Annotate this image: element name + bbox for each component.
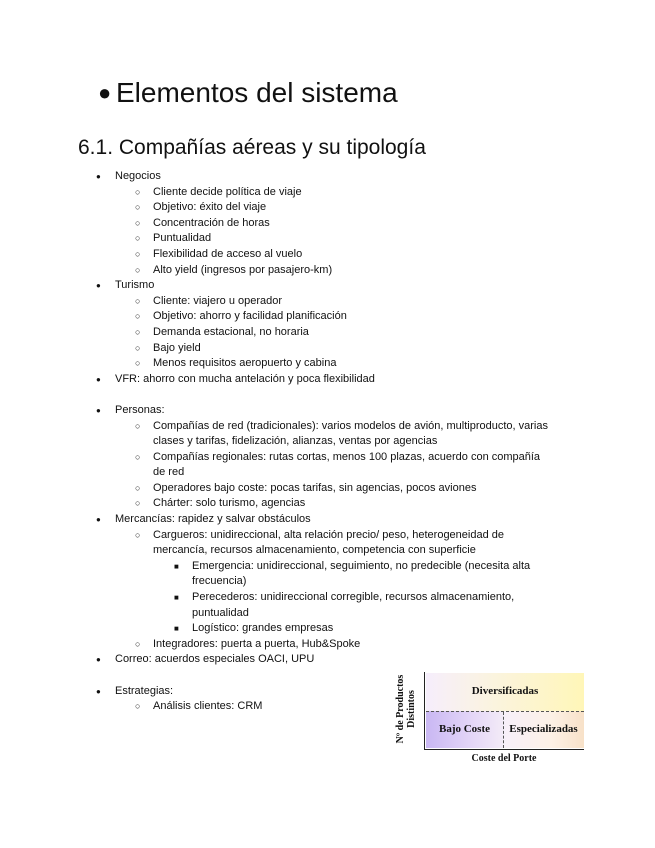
list-item-text: VFR: ahorro con mucha antelación y poca flexibilidad	[115, 372, 375, 385]
bullet-icon: ○	[135, 264, 141, 275]
bullet-icon: ○	[135, 326, 141, 337]
list-item-text: Perecederos: unidireccional corregible, recursos almacenamiento,	[192, 591, 515, 604]
list-item-text: Compañías regionales: rutas cortas, menos 100 plazas, acuerdo con compañía	[153, 450, 541, 463]
list-item-text: Integradores: puerta a puerta, Hub&Spoke	[153, 637, 361, 650]
list-item-text: Logístico: grandes empresas	[192, 622, 334, 635]
list-item-text: Mercancías: rapidez y salvar obstáculos	[115, 513, 311, 526]
bullet-icon: ○	[135, 233, 141, 244]
bullet-icon: ○	[135, 311, 141, 322]
label-bajo-coste: Bajo Coste	[438, 723, 491, 735]
list-item-text: Estrategias:	[115, 684, 174, 697]
bullet-icon: ○	[135, 482, 141, 493]
bullet-icon: ○	[135, 295, 141, 306]
list-item-level-2	[0, 325, 655, 341]
strategy-diagram	[380, 667, 590, 772]
bullet-icon: ○	[135, 529, 141, 540]
list-item-text: Operadores bajo coste: pocas tarifas, sin agencias, pocos aviones	[153, 481, 477, 494]
list-item-text: Objetivo: ahorro y facilidad planificación	[153, 310, 347, 323]
list-item-continuation	[0, 574, 655, 590]
list-item-text: de red	[153, 466, 185, 479]
list-item-level-2	[0, 496, 655, 512]
list-item-level-2	[0, 450, 655, 466]
list-item-text: Chárter: solo turismo, agencias	[153, 497, 306, 510]
list-item-continuation	[0, 543, 655, 559]
section-title: 6.1. Compañías aéreas y su tipología	[78, 136, 426, 159]
list-item-continuation	[0, 465, 655, 481]
list-item-level-2	[0, 247, 655, 263]
list-item-text: Menos requisitos aeropuerto y cabina	[153, 357, 337, 370]
main-heading	[98, 76, 398, 110]
bullet-icon: ●	[96, 281, 101, 291]
list-item-text: Correo: acuerdos especiales OACI, UPU	[115, 653, 315, 666]
list-item-text: puntualidad	[192, 606, 249, 619]
heading-bullet: ●	[98, 80, 112, 105]
label-diversificadas: Diversificadas	[471, 685, 539, 697]
bullet-icon: ■	[174, 561, 179, 571]
list-item-text: Flexibilidad de acceso al vuelo	[153, 247, 303, 260]
list-item-text: Cliente: viajero u operador	[153, 294, 283, 307]
list-item-text: Personas:	[115, 403, 165, 416]
list-item-text: Cliente decide política de viaje	[153, 185, 302, 198]
list-item-text: mercancía, recursos almacenamiento, competencia con superficie	[153, 544, 476, 557]
bullet-icon: ○	[135, 358, 141, 369]
list-item-text: clases y tarifas, fidelización, alianzas, ventas por agencias	[153, 435, 438, 448]
bullet-icon: ■	[174, 624, 179, 634]
list-item-level-2	[0, 309, 655, 325]
list-item-level-2	[0, 263, 655, 279]
list-item-level-1	[0, 278, 655, 294]
list-item-level-2	[0, 528, 655, 544]
bullet-icon: ○	[135, 248, 141, 259]
list-item-text: Demanda estacional, no horaria	[153, 325, 309, 338]
bullet-icon: ●	[96, 686, 101, 696]
list-item-level-2	[0, 419, 655, 435]
bullet-icon: ○	[135, 202, 141, 213]
blank-line	[0, 387, 655, 403]
list-item-level-3	[0, 621, 655, 637]
bullet-icon: ○	[135, 701, 141, 712]
bullet-icon: ●	[96, 172, 101, 181]
horizontal-divider	[426, 711, 584, 712]
list-item-level-2	[0, 481, 655, 497]
heading-text: Elementos del sistema	[116, 77, 398, 108]
bullet-icon: ○	[135, 217, 141, 228]
list-item-text: Turismo	[115, 279, 155, 292]
x-axis-line	[424, 749, 584, 750]
label-especializadas: Especializadas	[509, 723, 578, 735]
bullet-icon: ●	[96, 515, 101, 525]
list-item-level-1	[0, 652, 655, 668]
bullet-icon: ○	[135, 451, 141, 462]
list-item-text: Emergencia: unidireccional, seguimiento, no predecible (necesita alta	[192, 559, 531, 572]
list-item-level-3	[0, 559, 655, 575]
outline-list	[0, 169, 655, 715]
bullet-icon: ○	[135, 186, 141, 197]
list-item-level-1	[0, 169, 655, 185]
list-item-level-2	[0, 231, 655, 247]
bullet-icon: ○	[135, 498, 141, 509]
list-item-level-2	[0, 341, 655, 357]
list-item-level-2	[0, 637, 655, 653]
list-item-text: frecuencia)	[192, 575, 247, 588]
list-item-continuation	[0, 606, 655, 622]
list-item-text: Concentración de horas	[153, 216, 270, 229]
list-item-continuation	[0, 434, 655, 450]
bullet-icon: ■	[174, 593, 179, 603]
list-item-text: Puntualidad	[153, 232, 212, 245]
list-item-level-1	[0, 403, 655, 419]
y-axis-line	[424, 672, 425, 750]
list-item-text: Bajo yield	[153, 341, 201, 354]
y-axis-title: Nº de Productos Distintos	[395, 674, 417, 744]
list-item-text: Alto yield (ingresos por pasajero-km)	[153, 263, 333, 276]
list-item-text: Cargueros: unidireccional, alta relación precio/ peso, heterogeneidad de	[153, 528, 505, 541]
list-item-level-1	[0, 372, 655, 388]
list-item-level-2	[0, 356, 655, 372]
bullet-icon: ●	[96, 374, 101, 384]
bullet-icon: ○	[135, 420, 141, 431]
list-item-level-1	[0, 512, 655, 528]
bullet-icon: ○	[135, 342, 141, 353]
list-item-level-2	[0, 216, 655, 232]
x-axis-title: Coste del Porte	[471, 753, 537, 764]
list-item-level-3	[0, 590, 655, 606]
list-item-level-2	[0, 200, 655, 216]
list-item-text: Compañías de red (tradicionales): varios modelos de avión, multiproducto, varias	[153, 419, 548, 432]
bullet-icon: ●	[96, 655, 101, 665]
list-item-text: Negocios	[115, 170, 161, 182]
list-item-level-2	[0, 185, 655, 201]
bullet-icon: ●	[96, 405, 101, 415]
list-item-text: Objetivo: éxito del viaje	[153, 201, 267, 214]
list-item-level-2	[0, 294, 655, 310]
bullet-icon: ○	[135, 638, 141, 649]
list-item-text: Análisis clientes: CRM	[153, 700, 263, 713]
